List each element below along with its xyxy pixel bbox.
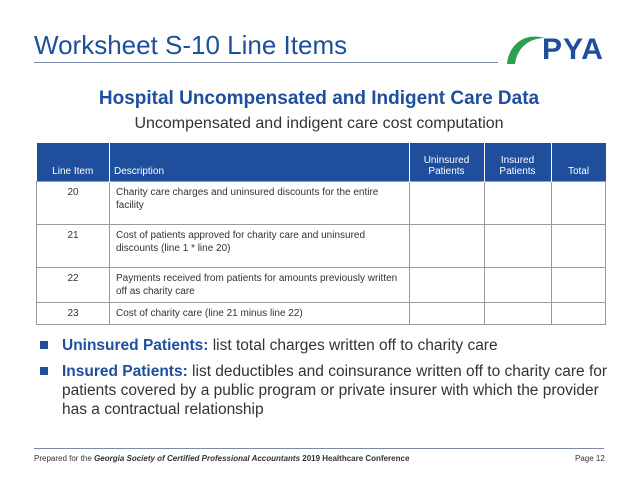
square-bullet-icon — [40, 367, 48, 375]
uninsured-cell — [409, 268, 484, 303]
footer-text — [34, 454, 409, 463]
pya-logo — [503, 26, 617, 70]
insured-cell — [484, 268, 551, 303]
line-description: Payments received from patients for amounts previously written off as charity care — [110, 268, 410, 303]
line-items-table — [36, 143, 606, 325]
line-number: 20 — [37, 182, 110, 225]
slide-title: Worksheet S-10 Line Items — [34, 30, 348, 60]
uninsured-cell — [409, 225, 484, 268]
line-description: Charity care charges and uninsured discounts for the entire facility — [110, 182, 410, 225]
column-header-insured: Insured Patients — [484, 143, 551, 182]
total-cell — [551, 225, 606, 268]
table-row — [37, 225, 606, 268]
insured-cell — [484, 182, 551, 225]
column-header-total: Total — [551, 143, 606, 182]
column-header-description: Description — [110, 143, 410, 182]
bullet-text: list deductibles and coinsurance written off to charity care for patients covered by a public program or private insurer with which the provider has a contractual relationship — [62, 363, 608, 418]
section-heading: Hospital Uncompensated and Indigent Care Data — [98, 88, 540, 109]
section-subheading: Uncompensated and indigent care cost computation — [134, 115, 504, 132]
column-header-line-item: Line Item — [37, 143, 110, 182]
bullet-label: Uninsured Patients: — [62, 337, 209, 354]
bullet-label: Insured Patients: — [62, 363, 188, 380]
title-divider — [34, 62, 498, 63]
table-row — [37, 303, 606, 325]
square-bullet-icon — [40, 341, 48, 349]
footer-prefix: Prepared for the — [34, 454, 95, 463]
line-number: 22 — [37, 268, 110, 303]
logo-text: PYA — [542, 33, 604, 66]
table-header-row — [37, 143, 606, 182]
line-description: Cost of patients approved for charity care and uninsured discounts (line 1 * line 20) — [110, 225, 410, 268]
bullet-insured — [36, 362, 616, 419]
uninsured-cell — [409, 303, 484, 325]
insured-cell — [484, 225, 551, 268]
bullet-text: list total charges written off to charity care — [208, 337, 498, 354]
bullet-uninsured — [36, 336, 616, 355]
line-number: 21 — [37, 225, 110, 268]
total-cell — [551, 268, 606, 303]
footer-conference: 2019 Healthcare Conference — [300, 454, 410, 463]
bullet-list — [36, 336, 616, 426]
table-row — [37, 268, 606, 303]
footer-divider — [34, 448, 604, 449]
table-row — [37, 182, 606, 225]
total-cell — [551, 182, 606, 225]
page-number: Page 12 — [575, 454, 605, 463]
line-number: 23 — [37, 303, 110, 325]
uninsured-cell — [409, 182, 484, 225]
insured-cell — [484, 303, 551, 325]
footer-organization: Georgia Society of Certified Professional Accountants — [94, 454, 301, 463]
swoosh-icon — [503, 26, 547, 70]
line-description: Cost of charity care (line 21 minus line 22) — [110, 303, 410, 325]
column-header-uninsured: Uninsured Patients — [409, 143, 484, 182]
total-cell — [551, 303, 606, 325]
